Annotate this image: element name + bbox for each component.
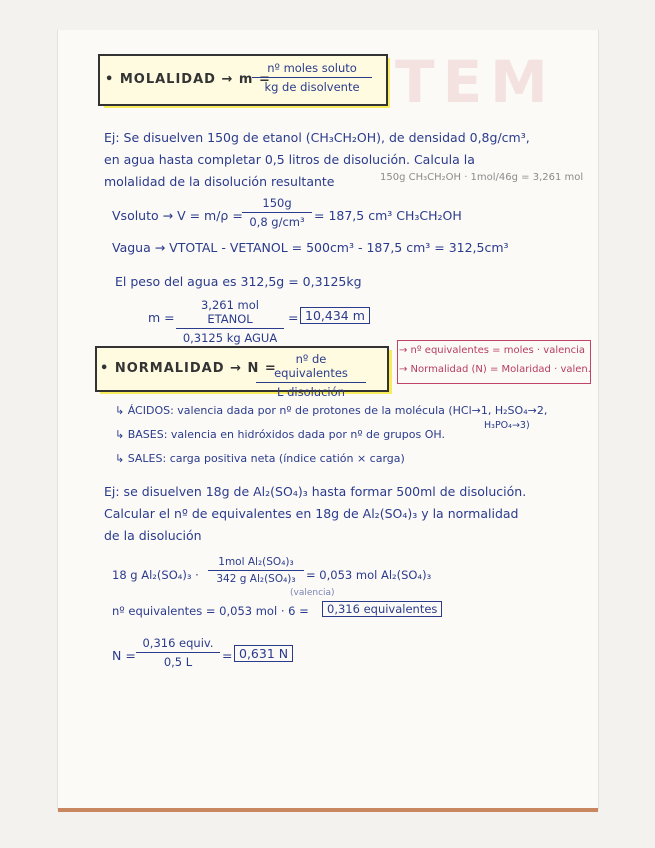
molalidad-title: • MOLALIDAD → m = xyxy=(105,72,271,87)
m-num: 3,261 mol ETANOL xyxy=(176,298,284,329)
vsoluto-den: 0,8 g/cm³ xyxy=(249,215,305,229)
ex2-n-num: 0,316 equiv. xyxy=(136,636,220,653)
vsoluto-lhs: Vsoluto → V = m/ρ = xyxy=(112,208,243,223)
ex2-line2: Calcular el nº de equivalentes en 18g de Al₂(SO₄)₃ y la normalidad xyxy=(104,506,519,521)
normalidad-note-1: → nº equivalentes = moles · valencia xyxy=(399,345,585,356)
vagua-line: Vagua → VTOTAL - VETANOL = 500cm³ - 187,5 cm³ = 312,5cm³ xyxy=(112,240,509,255)
ex1-line3: molalidad de la disolución resultante xyxy=(104,174,335,189)
valencia-note: (valencia) xyxy=(290,588,335,598)
molalidad-num: nº moles soluto xyxy=(252,61,372,78)
vsoluto-result: = 187,5 cm³ CH₃CH₂OH xyxy=(314,208,462,223)
ex2-calc-result: = 0,053 mol Al₂(SO₄)₃ xyxy=(306,568,432,582)
normalidad-den: L disolución xyxy=(277,385,345,399)
ex2-n-fraction xyxy=(136,636,220,669)
ex2-line1: Ej: se disuelven 18g de Al₂(SO₄)₃ hasta formar 500ml de disolución. xyxy=(104,484,527,499)
ex2-calc-fraction xyxy=(208,556,304,585)
ex2-calc-den: 342 g Al₂(SO₄)₃ xyxy=(216,573,296,585)
ex2-line3: de la disolución xyxy=(104,528,202,543)
ex1-side-calc: 150g CH₃CH₂OH · 1mol/46g = 3,261 mol xyxy=(380,172,584,183)
rule-sales: ↳ SALES: carga positiva neta (índice catión × carga) xyxy=(115,452,405,465)
ex2-calc-num: 1mol Al₂(SO₄)₃ xyxy=(208,556,304,571)
ex2-calc-lhs: 18 g Al₂(SO₄)₃ · xyxy=(112,568,199,582)
normalidad-title: • NORMALIDAD → N = xyxy=(100,361,277,376)
ex2-n-lhs: N = xyxy=(112,648,136,663)
m-equals: = xyxy=(288,310,299,325)
ex2-eq-lhs: nº equivalentes = 0,053 mol · 6 = xyxy=(112,604,309,618)
ex2-n-den: 0,5 L xyxy=(163,655,193,669)
ex1-line2: en agua hasta completar 0,5 litros de disolución. Calcula la xyxy=(104,152,475,167)
vsoluto-fraction xyxy=(242,196,312,229)
vsoluto-num: 150g xyxy=(242,196,312,213)
normalidad-fraction xyxy=(256,352,366,399)
ex2-n-result-box: 0,631 N xyxy=(234,645,293,662)
m-fraction xyxy=(176,298,284,345)
page-edge xyxy=(58,808,598,812)
m-result-box: 10,434 m xyxy=(300,307,370,324)
rule-acidos-cont: H₃PO₄→3) xyxy=(484,420,530,431)
normalidad-num: nº de equivalentes xyxy=(256,352,366,383)
normalidad-note-2: → Normalidad (N) = Molaridad · valen. xyxy=(399,364,591,375)
bleed-through-watermark: TEM xyxy=(395,48,556,116)
ex1-line1: Ej: Se disuelven 150g de etanol (CH₃CH₂OH), de densidad 0,8g/cm³, xyxy=(104,130,530,145)
peso-line: El peso del agua es 312,5g = 0,3125kg xyxy=(115,274,362,289)
molalidad-fraction xyxy=(252,61,372,94)
rule-bases: ↳ BASES: valencia en hidróxidos dada por nº de grupos OH. xyxy=(115,428,445,441)
molalidad-den: kg de disolvente xyxy=(264,80,360,94)
ex2-n-equals: = xyxy=(222,648,233,663)
ex2-eq-result-box: 0,316 equivalentes xyxy=(322,601,442,617)
m-lhs: m = xyxy=(148,310,175,325)
rule-acidos: ↳ ÁCIDOS: valencia dada por nº de protones de la molécula (HCl→1, H₂SO₄→2, xyxy=(115,404,548,417)
m-den: 0,3125 kg AGUA xyxy=(182,331,278,345)
